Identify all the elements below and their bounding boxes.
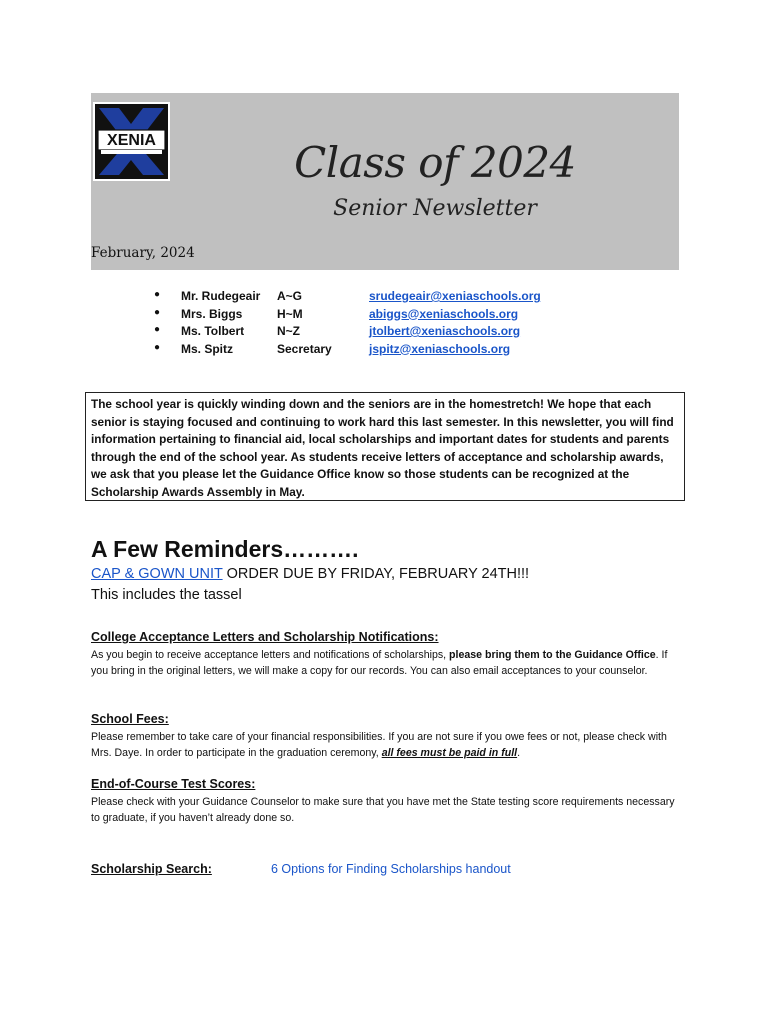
acceptance-text-1: As you begin to receive acceptance letters and notifications of scholarships, [91,649,450,661]
staff-email-link[interactable]: jtolbert@xeniaschools.org [369,324,521,338]
acceptance-heading: College Acceptance Letters and Scholarship Notifications: [91,630,439,644]
fees-text-1: Please remember to take care of your financial responsibilities. If you are not sure if you owe fees or not, please check with Mrs. Daye. In order to participate in the graduation ceremony, [91,731,667,760]
page-title: Class of 2024 [294,138,576,187]
bullet-icon: ● [154,306,161,318]
cap-gown-notice [91,566,529,582]
staff-email-link[interactable]: jspitz@xeniaschools.org [369,341,511,356]
fees-body [91,729,676,762]
staff-email-link[interactable]: abiggs@xeniaschools.org [369,306,519,321]
page-subtitle: Senior Newsletter [333,196,537,221]
fees-text-2: . [517,747,521,760]
staff-range: Secretary [277,341,332,356]
staff-range: N~Z [277,324,301,338]
xenia-logo [93,102,170,181]
bullet-icon: ● [154,341,161,353]
intro-box: The school year is quickly winding down and the seniors are in the homestretch! We hope that each senior is staying focused and continuing to work hard this last semester. In this newsletter, you will find information pertaining to financial aid, local scholarships and important dates for students and parents through the end of the school year. As students receive letters of acceptance and scholarship awards, we ask that you please let the Guidance Office know so those students can be recognized at the Scholarship Awards Assembly in May. [85,392,685,501]
cap-gown-link[interactable]: CAP & GOWN UNIT [91,566,223,582]
staff-name: Mrs. Biggs [181,306,243,321]
reminders-heading: A Few Reminders………. [91,536,359,562]
tests-body: Please check with your Guidance Counselor to make sure that you have met the State testing score requirements necessary to graduate, if you haven’t already done so. [91,796,675,825]
fees-emphasis: all fees must be paid in full [381,747,518,760]
tassel-note: This includes the tassel [91,587,242,603]
staff-email-link[interactable]: srudegeair@xeniaschools.org [369,289,541,303]
bullet-icon: ● [154,289,161,300]
staff-name: Mr. Rudegeair [181,289,261,303]
staff-range: A~G [277,289,303,303]
staff-range: H~M [277,306,303,321]
staff-name: Ms. Spitz [181,341,234,356]
acceptance-bold: please bring them to the Guidance Office [449,649,656,661]
fees-heading: School Fees: [91,712,169,726]
cap-gown-text: ORDER DUE BY FRIDAY, FEBRUARY 24TH!!! [222,566,530,582]
staff-name: Ms. Tolbert [181,324,245,338]
svg-text:XENIA: XENIA [107,132,156,149]
scholarship-handout-link[interactable]: 6 Options for Finding Scholarships handout [271,862,511,876]
tests-heading: End-of-Course Test Scores: [91,777,256,791]
bullet-icon: ● [154,324,161,335]
acceptance-text-2: . If you bring in the original letters, we will make a copy for our records. You can also email acceptances to your counselor. [91,649,668,678]
acceptance-body [91,647,676,680]
scholarship-heading: Scholarship Search: [91,862,212,876]
newsletter-date: February, 2024 [91,245,195,261]
